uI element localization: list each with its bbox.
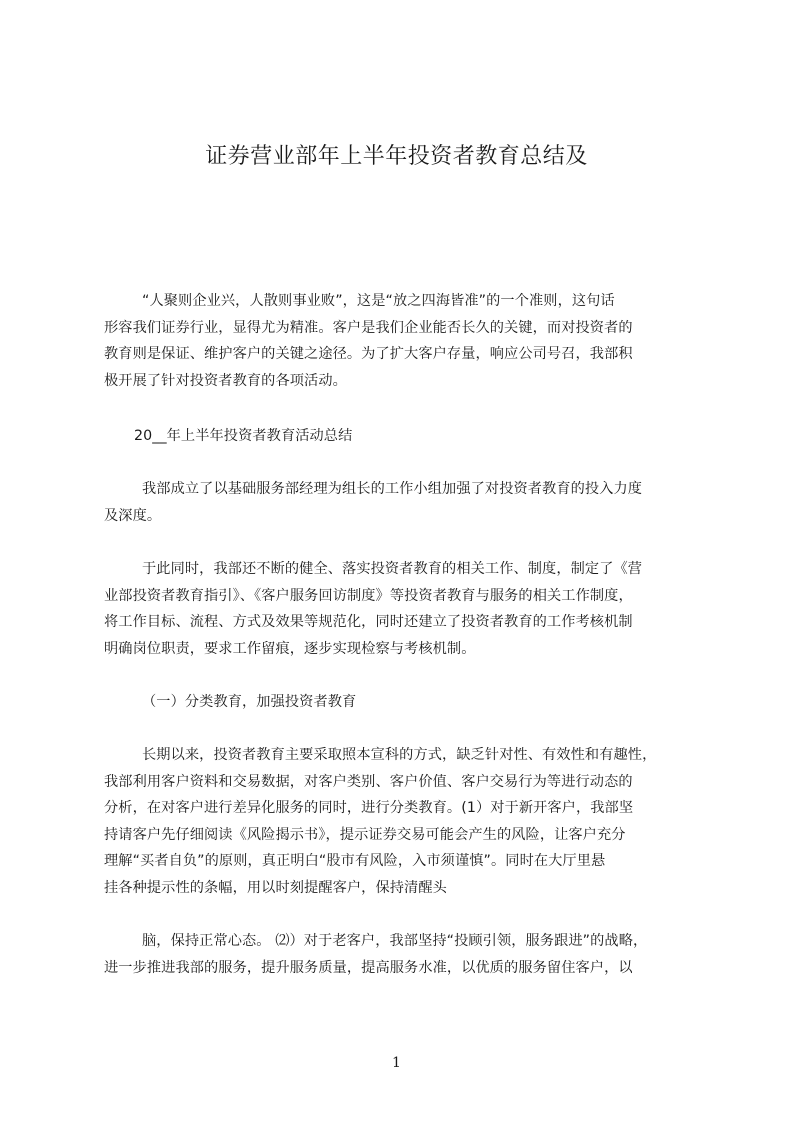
paragraph-line: 分析，在对客户进行差异化服务的同时，进行分类教育。(1）对于新开客户，我部坚 bbox=[104, 800, 634, 816]
paragraph-line: 极开展了针对投资者教育的各项活动。 bbox=[104, 372, 347, 389]
paragraph-line: 于此同时，我部还不断的健全、落实投资者教育的相关工作、制度，制定了《营 bbox=[142, 561, 643, 577]
section-heading-summary bbox=[134, 423, 734, 450]
paragraph-line: 及深度。 bbox=[104, 507, 162, 524]
paragraph-line: 我部利用客户资料和交易数据，对客户类别、客户价值、客户交易行为等进行动态的 bbox=[104, 773, 633, 790]
paragraph-line: 教育则是保证、维护客户的关键之途径。为了扩大客户存量，响应公司号召，我部积 bbox=[104, 346, 633, 362]
paragraph-line: 脑，保持正常心态。 ⑵）对于老客户，我部坚持“投顾引领，服务跟进”的战略， bbox=[142, 933, 648, 949]
paragraph-work-group bbox=[104, 476, 704, 529]
paragraph-line: 长期以来，投资者教育主要采取照本宣科的方式，缺乏针对性、有效性和有趣性， bbox=[142, 747, 657, 763]
paragraph-classified-education bbox=[104, 742, 704, 901]
document-title: 证券营业部年上半年投资者教育总结及 bbox=[205, 144, 588, 169]
section-heading-text: （一）分类教育，加强投资者教育 bbox=[142, 694, 357, 710]
paragraph-intro bbox=[104, 288, 704, 394]
paragraph-line: 明确岗位职责，要求工作留痕，逐步实现检察与考核机制。 bbox=[104, 640, 476, 657]
paragraph-existing-clients bbox=[104, 928, 704, 981]
section-heading-classification bbox=[104, 689, 704, 716]
paragraph-line: 持请客户先仔细阅读《风险揭示书》，提示证券交易可能会产生的风险，让客户充分 bbox=[104, 826, 626, 843]
paragraph-line: 我部成立了以基础服务部经理为组长的工作小组加强了对投资者教育的投入力度 bbox=[142, 481, 643, 497]
paragraph-line: 形容我们证券行业，显得尤为精准。客户是我们企业能否长久的关键，而对投资者的 bbox=[104, 319, 633, 336]
paragraph-line: 挂各种提示性的条幅，用以时刻提醒客户，保持清醒头 bbox=[104, 879, 447, 896]
paragraph-line: 将工作目标、流程、方式及效果等规范化，同时还建立了投资者教育的工作考核机制 bbox=[104, 614, 633, 630]
paragraph-systems bbox=[104, 556, 704, 662]
paragraph-line: 业部投资者教育指引》、《客户服务回访制度》等投资者教育与服务的相关工作制度， bbox=[104, 587, 633, 604]
paragraph-line: “人聚则企业兴，人散则事业败”，这是“放之四海皆准”的一个准则，这句话 bbox=[142, 293, 615, 309]
page-number: 1 bbox=[392, 1055, 401, 1071]
section-heading-text: 20__年上半年投资者教育活动总结 bbox=[134, 428, 353, 444]
paragraph-line: 进一步推进我部的服务，提升服务质量，提高服务水准，以优质的服务留住客户，以 bbox=[104, 959, 633, 976]
paragraph-line: 理解“买者自负”的原则，真正明白“股市有风险，入市须谨慎”。同时在大厅里悬 bbox=[104, 853, 606, 869]
